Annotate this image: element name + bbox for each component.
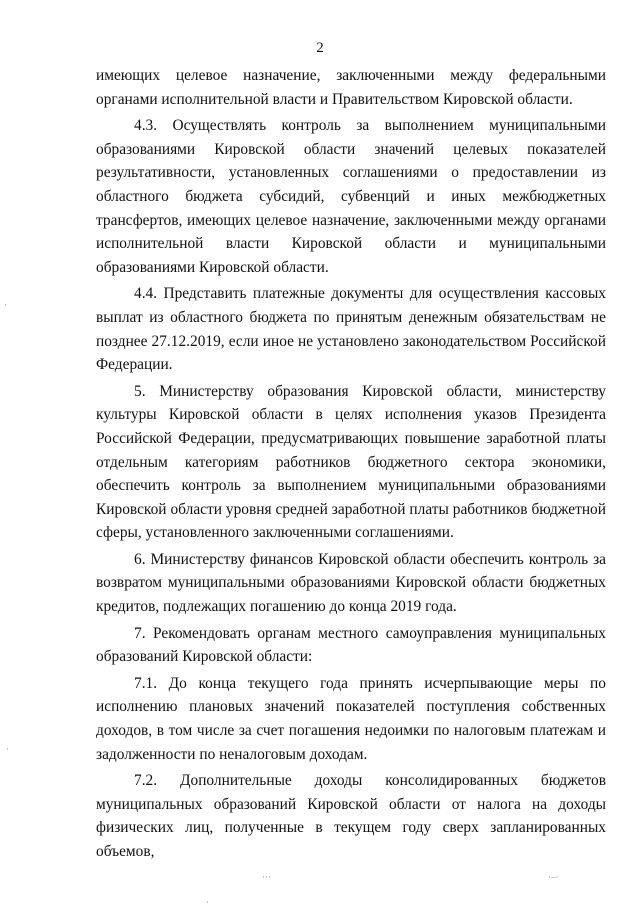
document-body	[96, 64, 606, 864]
paragraph-4-3: 4.3. Осуществлять контроль за выполнением муниципальными образованиями Кировской области значений целевых показателей результативности, установленных соглашениями о предоставлении из областного бюджета субсидий, субвенций и иных межбюджетных трансфертов, имеющих целевое назначение, заключенными между органами исполнительной власти Кировской области и муниципальными образованиями Кировской области.	[96, 117, 606, 276]
paragraph-7-2: 7.2. Дополнительные доходы консолидированных бюджетов муниципальных образований Кировской области от налога на доходы физических лиц, полученные в текущем году сверх запланированных объемов,	[96, 772, 606, 860]
scan-speck: ···	[262, 872, 271, 882]
scan-speck: ·	[206, 897, 209, 907]
paragraph-7: 7. Рекомендовать органам местного самоуправления муниципальных образований Кировской области:	[96, 624, 606, 666]
scan-speck: ·	[4, 300, 7, 310]
scan-speck: ·	[6, 744, 9, 754]
paragraph-continuation: имеющих целевое назначение, заключенными между федеральными органами исполнительной власти и Правительством Кировской области.	[96, 67, 606, 108]
paragraph-6: 6. Министерству финансов Кировской области обеспечить контроль за возвратом муниципальными образованиями Кировской области бюджетных кредитов, подлежащих погашению до конца 2019 года.	[96, 550, 606, 616]
paragraph-7-1: 7.1. До конца текущего года принять исчерпывающие меры по исполнению плановых значений показателей поступления собственных доходов, в том числе за счет погашения недоимки по налоговым платежам и задолженности по неналоговым доходам.	[96, 674, 606, 763]
scan-speck: ·–·	[548, 872, 559, 882]
paragraph-5: 5. Министерству образования Кировской области, министерству культуры Кировской области в целях исполнения указов Президента Российской Федерации, предусматривающих повышение заработной платы отдельным категориям работников бюджетного сектора экономики, обеспечить контроль за выполнением муниципальными образованиями Кировской области уровня средней заработной платы работников бюджетной сферы, установленного заключенными соглашениями.	[96, 382, 606, 542]
paragraph-4-4: 4.4. Представить платежные документы для осуществления кассовых выплат из областного бюджета по принятым денежным обязательствам не позднее 27.12.2019, если иное не установлено законодательством Российской Федерации.	[96, 285, 606, 374]
page-number: 2	[316, 40, 324, 56]
